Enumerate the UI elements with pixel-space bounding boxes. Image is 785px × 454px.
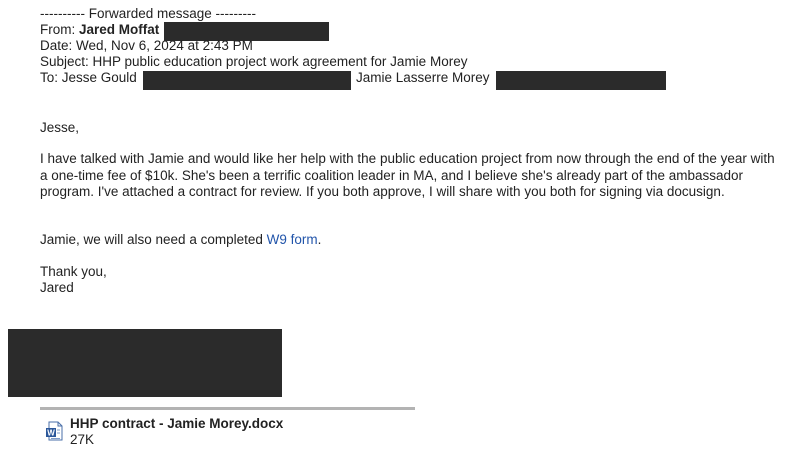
to-line-label[interactable]: To: Jesse Gould [40, 70, 137, 85]
subject-line: Subject: HHP public education project work agreement for Jamie Morey [40, 54, 468, 69]
svg-text:W: W [47, 428, 55, 438]
from-label: From: [40, 22, 79, 37]
attachment-divider [40, 407, 415, 410]
redacted-signature-block [8, 329, 282, 397]
from-line [40, 22, 159, 38]
signoff: Thank you, [40, 264, 107, 279]
w9-form-link[interactable]: W9 form [266, 232, 318, 247]
word-document-icon[interactable] [45, 421, 63, 441]
body-paragraph-2 [40, 232, 775, 249]
date-line: Date: Wed, Nov 6, 2024 at 2:43 PM [40, 38, 253, 53]
greeting: Jesse, [40, 120, 80, 135]
body-paragraph-1: I have talked with Jamie and would like her help with the public education project from now through the end of the year with a one-time fee of $10k. She's been a terrific coalition leader in MA, and I believe she's already part of the ambassador program. I've attached a contract for review. If you both approve, I will share with you both for signing via docusign. [40, 151, 775, 199]
attachment-size: 27K [70, 432, 95, 447]
forward-separator: ---------- Forwarded message --------- [40, 6, 256, 21]
signature-name: Jared [40, 280, 74, 295]
redacted-second-recipient-email [496, 71, 666, 90]
paragraph-2-period: . [317, 232, 322, 247]
paragraph-2-text: Jamie, we will also need a completed [40, 232, 267, 247]
sender-name[interactable]: Jared Moffat [79, 22, 160, 37]
attachment-filename[interactable]: HHP contract - Jamie Morey.docx [70, 416, 284, 431]
second-recipient-name[interactable]: Jamie Lasserre Morey [356, 70, 490, 85]
redacted-recipient-email [143, 71, 351, 90]
